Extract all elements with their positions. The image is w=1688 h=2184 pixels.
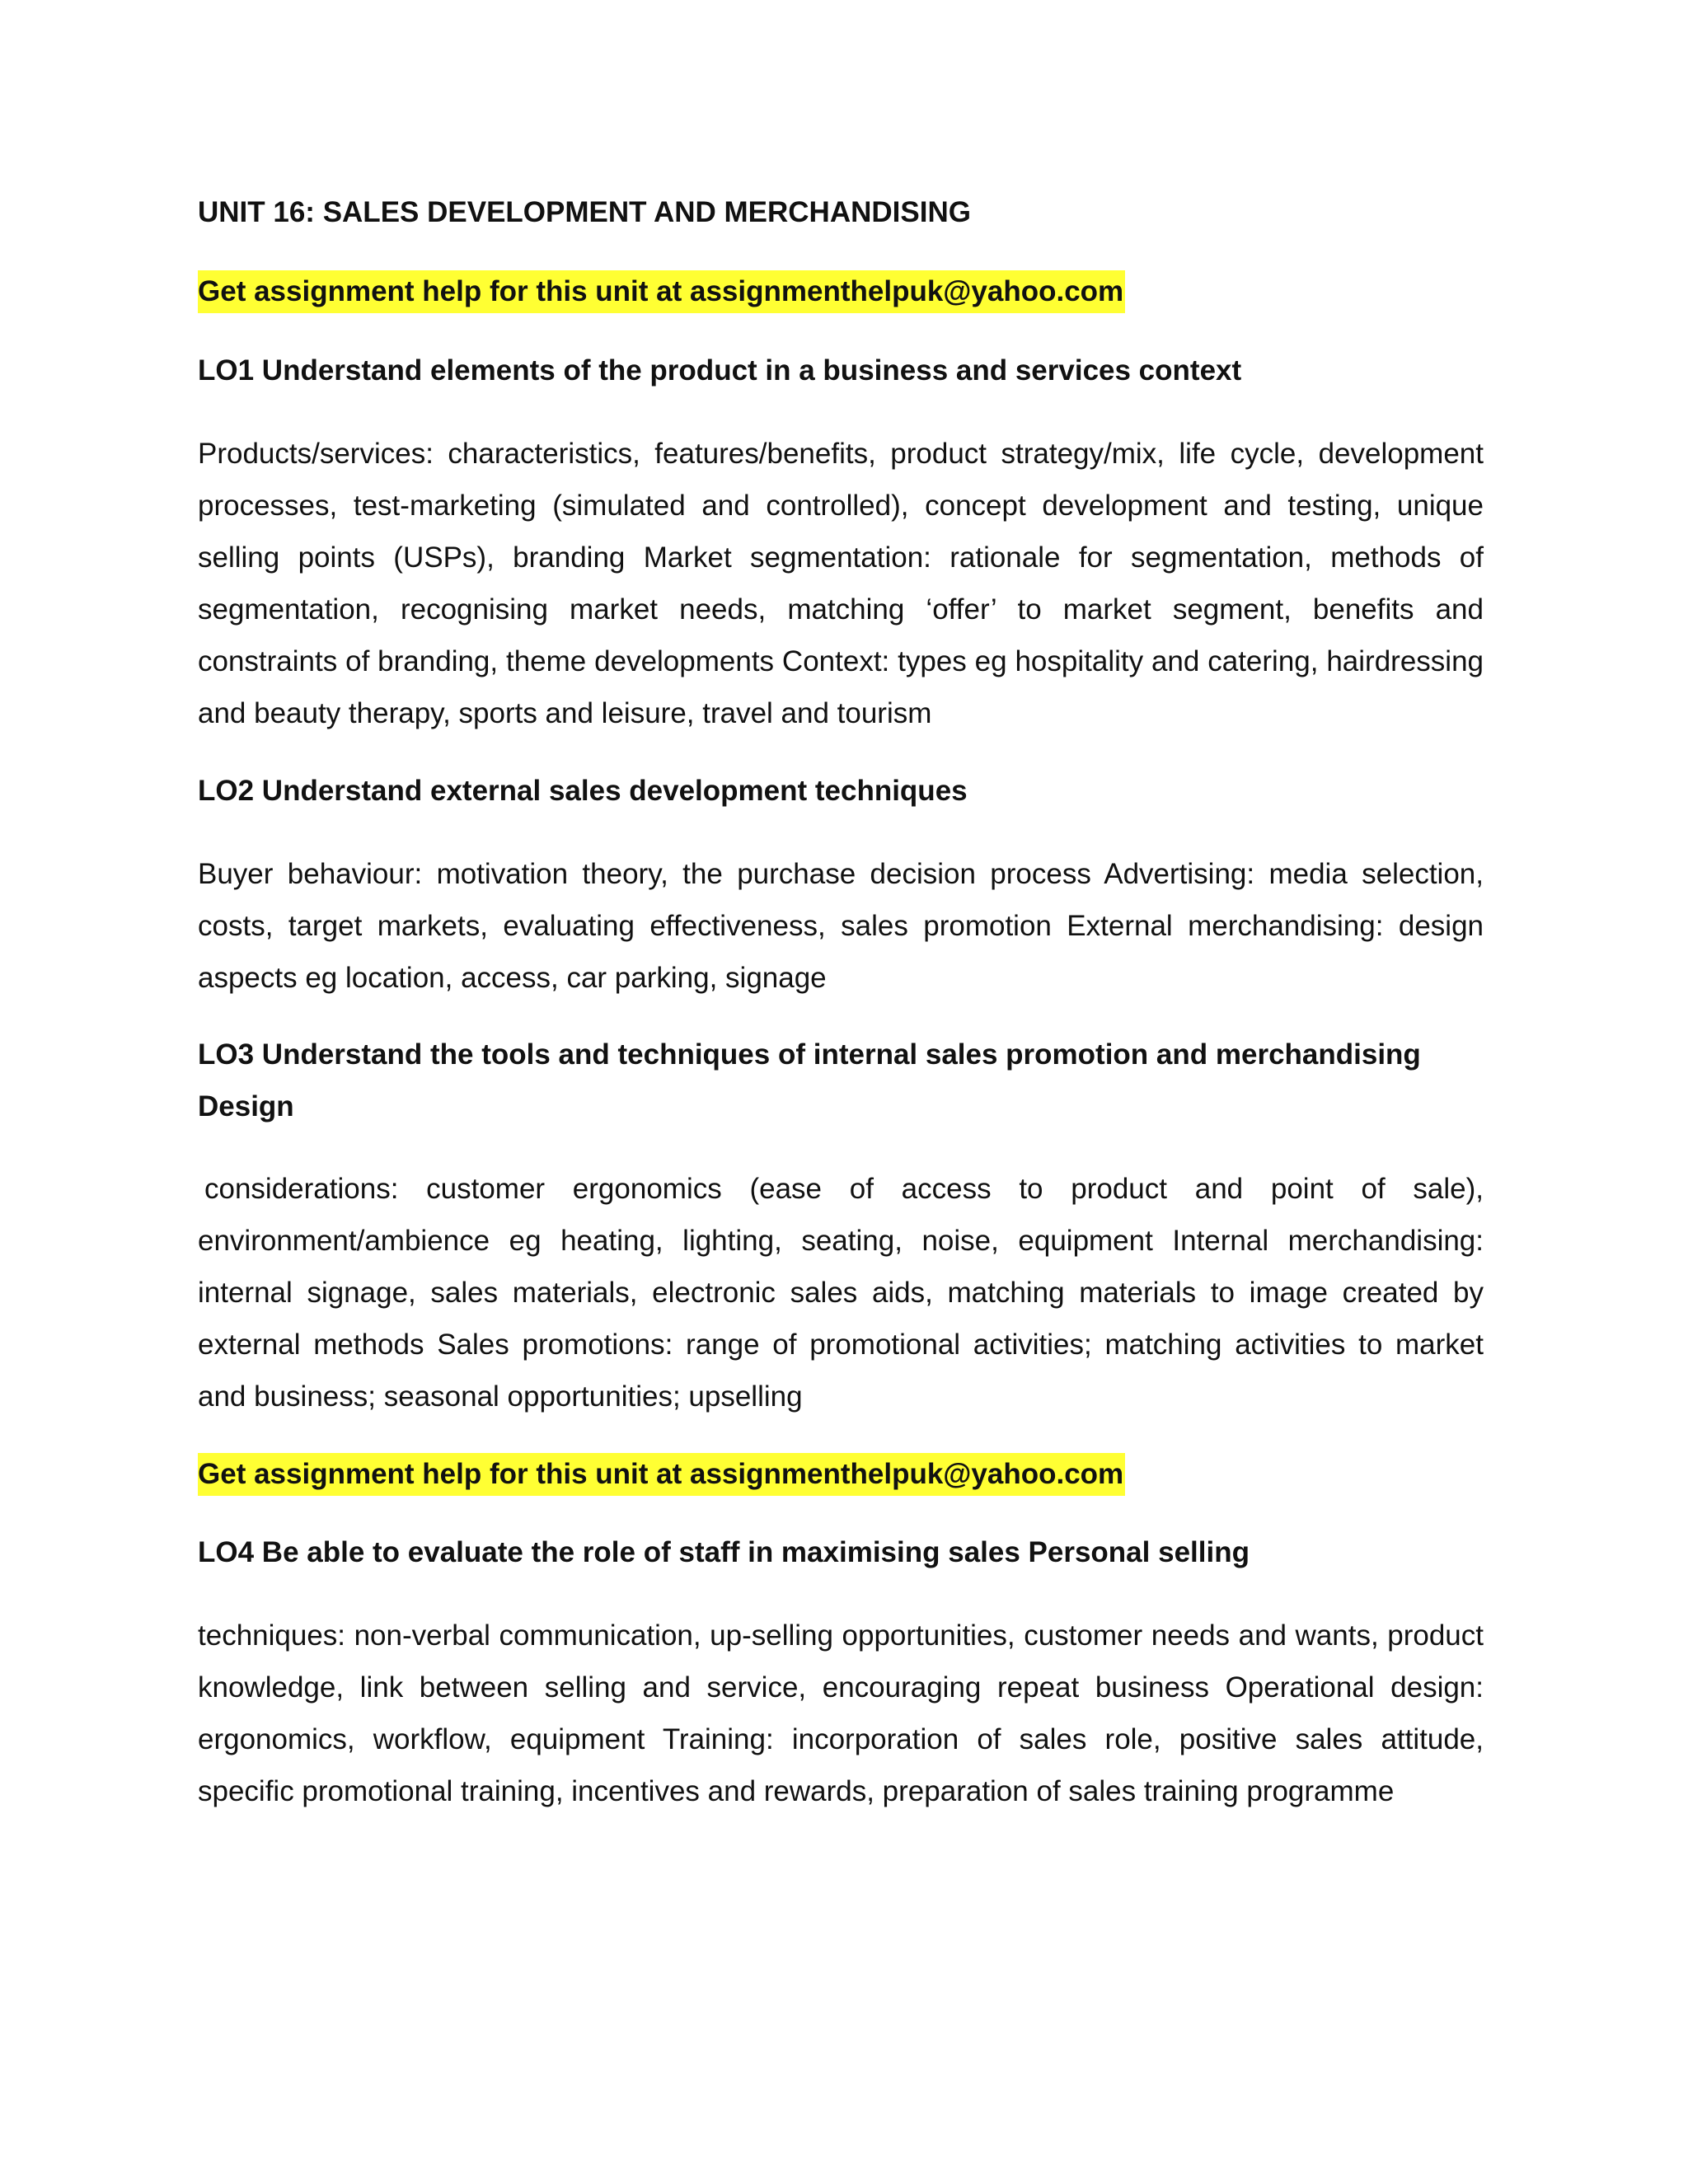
unit-title: UNIT 16: SALES DEVELOPMENT AND MERCHANDISING [198, 196, 971, 228]
lo3-heading: LO3 Understand the tools and techniques of internal sales promotion and merchandising Design [198, 1038, 1421, 1122]
help-link-2[interactable]: Get assignment help for this unit at assignmenthelpuk@yahoo.com [198, 1453, 1125, 1496]
help-line-2 [198, 1448, 1125, 1500]
help-line-1 [198, 265, 1125, 317]
lo2-heading: LO2 Understand external sales development techniques [198, 775, 968, 807]
lo2-body: Buyer behaviour: motivation theory, the purchase decision process Advertising: media selection, costs, target markets, evaluating effectiveness, sales promotion External merchandising: design aspects eg location, access, car parking, signage [198, 858, 1484, 994]
help-link-1[interactable]: Get assignment help for this unit at assignmenthelpuk@yahoo.com [198, 270, 1125, 313]
lo1-heading: LO1 Understand elements of the product in a business and services context [198, 354, 1242, 387]
lo3-body: considerations: customer ergonomics (ease of access to product and point of sale), environment/ambience eg heating, lighting, seating, noise, equipment Internal merchandising: internal signage, sales materials, electronic sales aids, matching materials to image created by external methods Sales promotions: range of promotional activities; matching activities to market and business; seasonal opportunities; upselling [198, 1173, 1484, 1413]
lo4-body: techniques: non-verbal communication, up-selling opportunities, customer needs and wants, product knowledge, link between selling and service, encouraging repeat business Operational design: ergonomics, workflow, equipment Training: incorporation of sales role, positive sales attitude, specific promotional training, incentives and rewards, preparation of sales training programme [198, 1619, 1484, 1807]
lo1-body: Products/services: characteristics, features/benefits, product strategy/mix, life cycle, development processes, test-marketing (simulated and controlled), concept development and testing, unique selling points (USPs), branding Market segmentation: rationale for segmentation, methods of segmentation, recognising market needs, matching ‘offer’ to market segment, benefits and constraints of branding, theme developments Context: types eg hospitality and catering, hairdressing and beauty therapy, sports and leisure, travel and tourism [198, 438, 1484, 729]
lo4-heading: LO4 Be able to evaluate the role of staff in maximising sales Personal selling [198, 1536, 1250, 1568]
